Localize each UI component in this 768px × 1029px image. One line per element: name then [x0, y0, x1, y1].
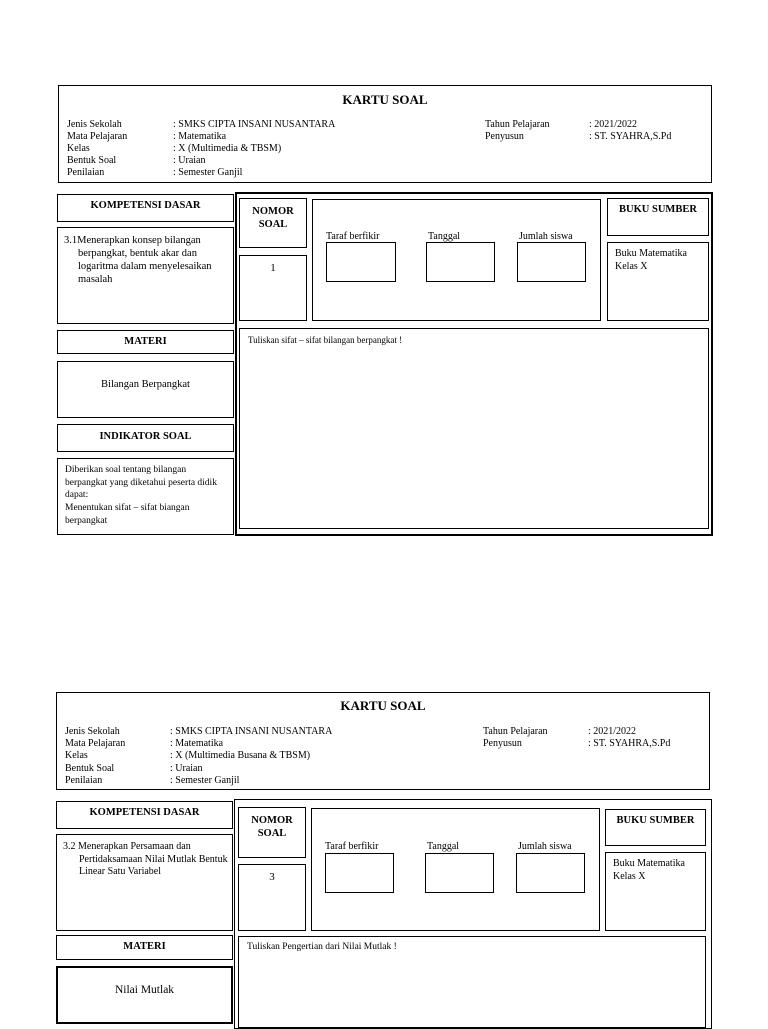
jumlah-siswa-field[interactable] [517, 242, 586, 282]
info-label-penyusun: Penyusun [483, 738, 522, 749]
info-label-kelas: Kelas [67, 143, 90, 154]
jumlah-siswa-field[interactable] [516, 853, 585, 893]
nomor-soal-value: 3 [269, 871, 275, 883]
indikator-soal-box [57, 458, 234, 535]
jumlah-siswa-label: Jumlah siswa [519, 231, 573, 242]
buku-sumber-text: Buku Matematika Kelas X [615, 248, 687, 272]
info-label-mata-pelajaran: Mata Pelajaran [65, 738, 126, 749]
soal-box [239, 328, 709, 529]
info-label-mata-pelajaran: Mata Pelajaran [67, 131, 128, 142]
card-title: KARTU SOAL [342, 92, 428, 107]
indikator-soal-text: Diberikan soal tentang bilangan berpangkat yang diketahui peserta didik dapat: [65, 465, 217, 500]
info-label-kelas: Kelas [65, 750, 88, 761]
info-value-penilaian: : Semester Ganjil [170, 775, 240, 786]
info-value-kelas: : X (Multimedia & TBSM) [173, 143, 282, 154]
buku-sumber-label: BUKU SUMBER [616, 815, 695, 826]
info-label-penyusun: Penyusun [485, 131, 524, 142]
info-value-tahun-pelajaran: : 2021/2022 [589, 119, 638, 130]
nomor-soal-box [239, 255, 307, 321]
taraf-box [311, 808, 600, 931]
materi-text: Bilangan Berpangkat [101, 379, 190, 390]
materi-box [56, 966, 233, 1024]
tanggal-label: Tanggal [428, 231, 461, 242]
info-value-jenis-sekolah: : SMKS CIPTA INSANI NUSANTARA [173, 119, 336, 130]
tanggal-field[interactable] [426, 242, 495, 282]
info-value-jenis-sekolah: : SMKS CIPTA INSANI NUSANTARA [170, 726, 333, 737]
card-header [56, 692, 710, 790]
info-label-bentuk-soal: Bentuk Soal [67, 155, 117, 166]
tanggal-field[interactable] [425, 853, 494, 893]
info-label-penilaian: Penilaian [67, 167, 105, 178]
buku-sumber-box [607, 242, 709, 321]
taraf-berfikir-field[interactable] [325, 853, 394, 893]
nomor-soal-label: NOMOR SOAL [251, 815, 293, 839]
kompetensi-dasar-header [56, 801, 233, 829]
info-value-penilaian: : Semester Ganjil [173, 167, 243, 178]
jumlah-siswa-label: Jumlah siswa [518, 841, 572, 852]
indikator-soal-label: INDIKATOR SOAL [99, 431, 192, 442]
info-value-kelas: : X (Multimedia Busana & TBSM) [170, 750, 311, 761]
card-header [58, 85, 712, 183]
kompetensi-dasar-label: KOMPETENSI DASAR [89, 807, 200, 818]
nomor-soal-value: 1 [270, 262, 276, 274]
materi-header [56, 935, 233, 960]
kompetensi-dasar-text: 3.2 Menerapkan Persamaan dan Pertidaksamaan Nilai Mutlak Bentuk Linear Satu Variabel [63, 841, 228, 877]
info-label-bentuk-soal: Bentuk Soal [65, 763, 115, 774]
taraf-berfikir-label: Taraf berfikir [325, 841, 379, 852]
taraf-berfikir-field[interactable] [326, 242, 396, 282]
info-value-penyusun: : ST. SYAHRA,S.Pd [589, 131, 672, 142]
nomor-soal-header [238, 807, 306, 858]
info-label-tahun-pelajaran: Tahun Pelajaran [485, 119, 550, 130]
info-value-mata-pelajaran: : Matematika [173, 131, 227, 142]
soal-text: Tuliskan sifat – sifat bilangan berpangkat ! [248, 335, 403, 345]
taraf-berfikir-label: Taraf berfikir [326, 231, 380, 242]
tanggal-label: Tanggal [427, 841, 460, 852]
buku-sumber-header [605, 809, 706, 846]
buku-sumber-box [605, 852, 706, 931]
nomor-soal-label: NOMOR SOAL [252, 206, 294, 230]
nomor-soal-header [239, 198, 307, 248]
materi-label: MATERI [123, 941, 166, 952]
info-value-mata-pelajaran: : Matematika [170, 738, 224, 749]
materi-label: MATERI [124, 336, 167, 347]
taraf-box [312, 199, 601, 321]
kompetensi-dasar-text: 3.1Menerapkan konsep bilangan berpangkat, bentuk akar dan logaritma dalam menyelesaikan masalah [64, 235, 212, 285]
info-value-penyusun: : ST. SYAHRA,S.Pd [588, 738, 671, 749]
card-title: KARTU SOAL [340, 698, 426, 713]
materi-header [57, 330, 234, 354]
kompetensi-dasar-label: KOMPETENSI DASAR [90, 200, 201, 211]
info-label-penilaian: Penilaian [65, 775, 103, 786]
kompetensi-dasar-box [56, 834, 233, 931]
materi-text: Nilai Mutlak [114, 984, 175, 996]
buku-sumber-label: BUKU SUMBER [619, 204, 697, 215]
info-label-tahun-pelajaran: Tahun Pelajaran [483, 726, 548, 737]
nomor-soal-box [238, 864, 306, 931]
soal-text: Tuliskan Pengertian dari Nilai Mutlak ! [247, 942, 397, 952]
soal-box [238, 936, 706, 1028]
info-value-tahun-pelajaran: : 2021/2022 [588, 726, 637, 737]
buku-sumber-header [607, 198, 709, 236]
kompetensi-dasar-header [57, 194, 234, 222]
info-label-jenis-sekolah: Jenis Sekolah [67, 119, 122, 130]
info-label-jenis-sekolah: Jenis Sekolah [65, 726, 120, 737]
info-value-bentuk-soal: : Uraian [170, 763, 203, 774]
info-value-bentuk-soal: : Uraian [173, 155, 206, 166]
indikator-soal-header [57, 424, 234, 452]
kompetensi-dasar-box [57, 227, 234, 324]
buku-sumber-text: Buku Matematika Kelas X [613, 858, 685, 882]
indikator-soal-text-2: Menentukan sifat – sifat biangan berpangkat [65, 503, 190, 526]
materi-box [57, 361, 234, 418]
